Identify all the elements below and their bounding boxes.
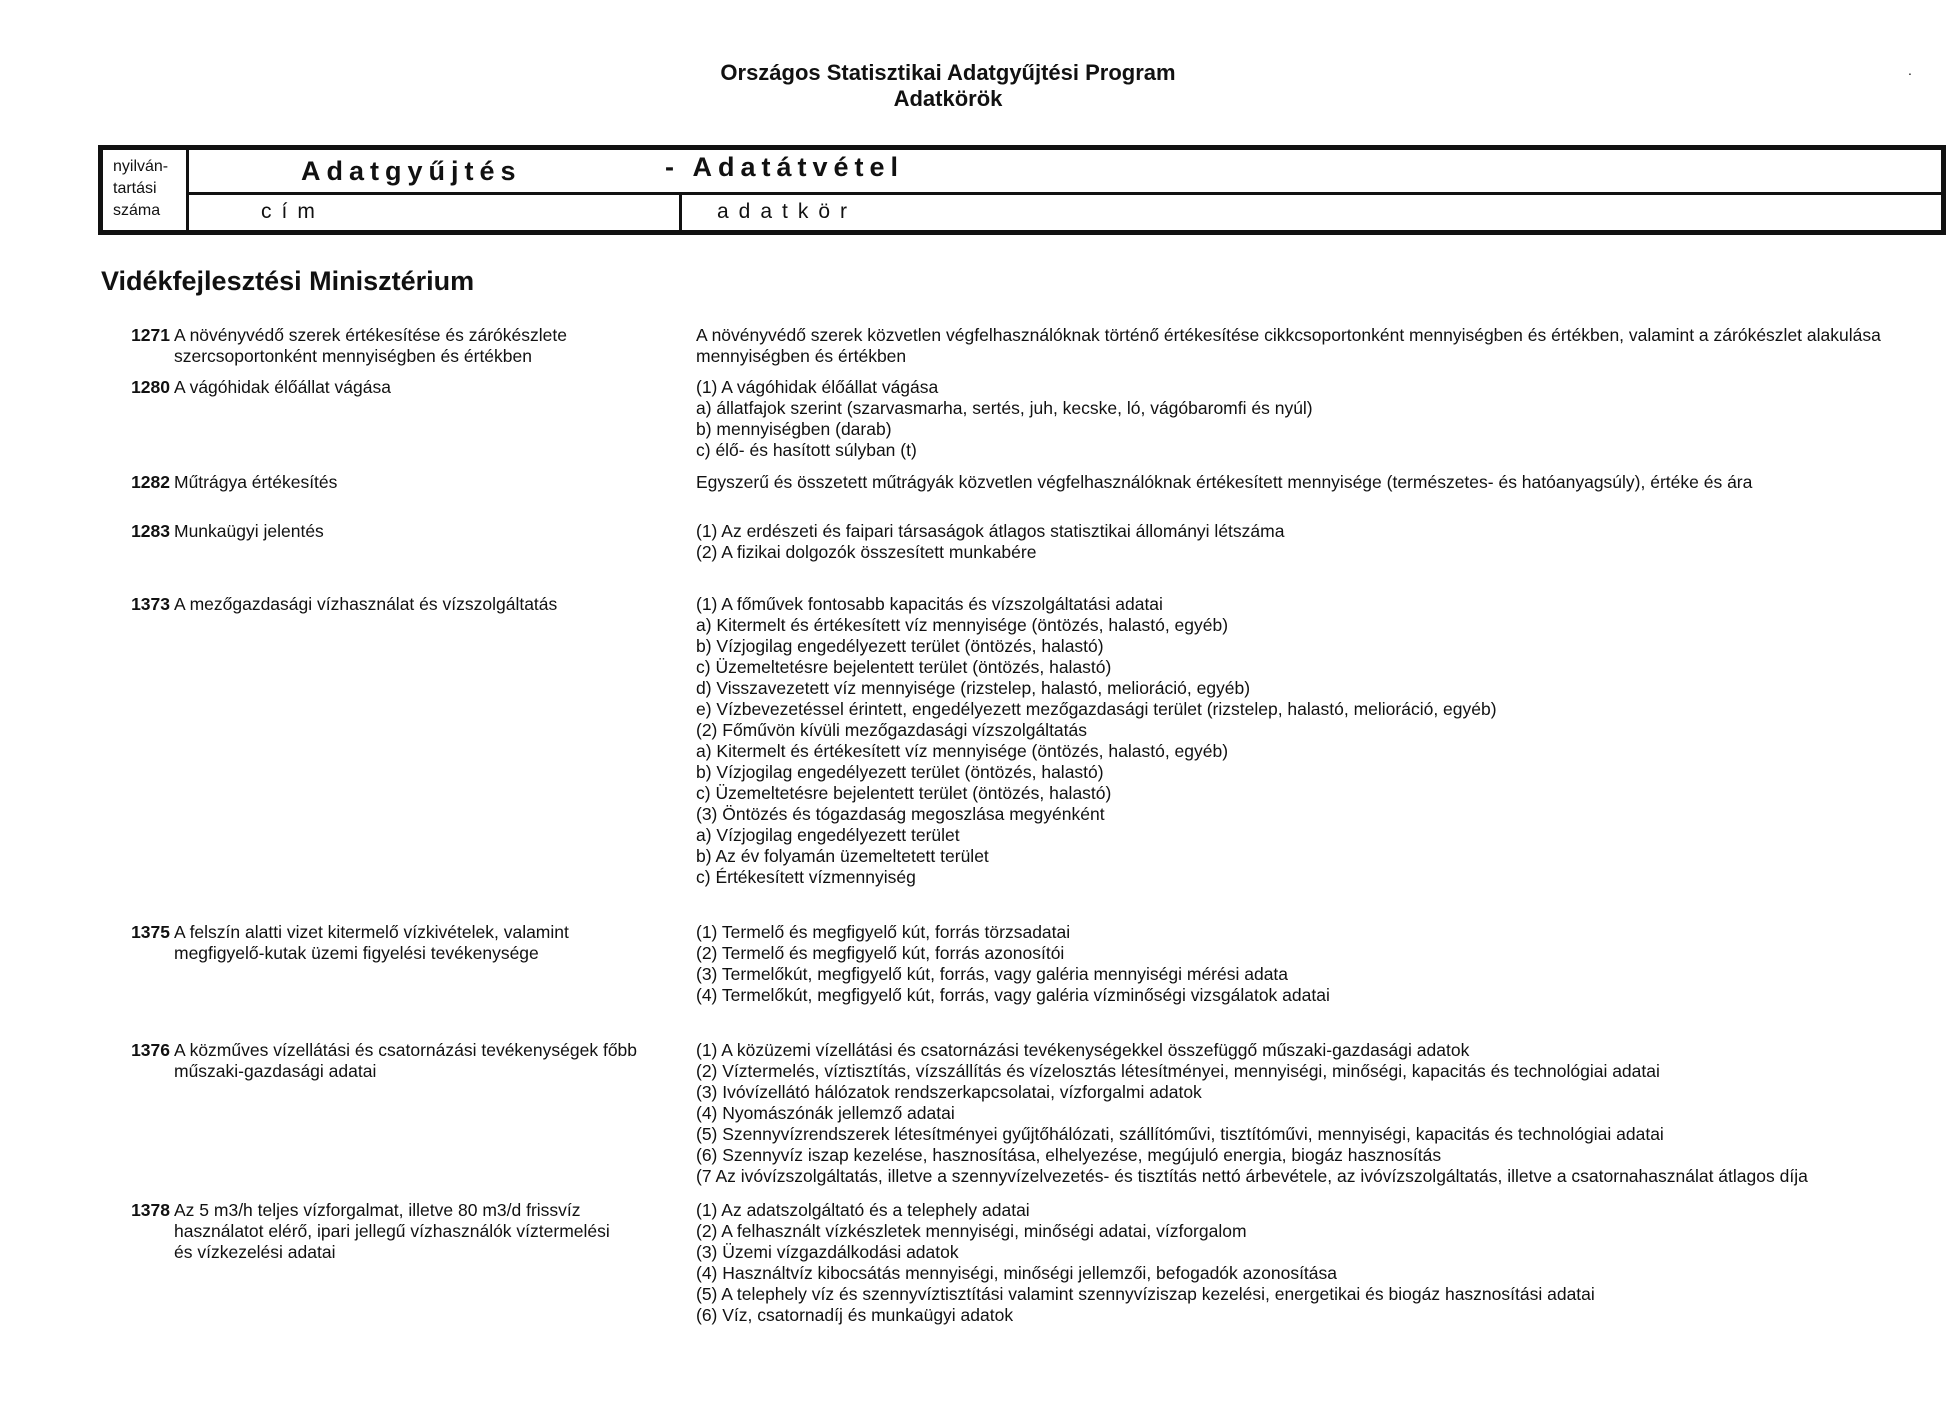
entry-data-scope: [696, 377, 1896, 461]
entry-number: 1271: [131, 325, 170, 345]
entry-title: Műtrágya értékesítés: [174, 472, 338, 492]
entry-scope-line: (1) Termelő és megfigyelő kút, forrás törzsadatai: [696, 922, 1071, 942]
entry-scope-line: (1) A főművek fontosabb kapacitás és vízszolgáltatási adatai: [696, 594, 1163, 614]
entry-title: A vágóhidak élőállat vágása: [174, 377, 391, 397]
entry-scope-line: (1) Az adatszolgáltató és a telephely adatai: [696, 1200, 1030, 1220]
entry-number: 1378: [131, 1200, 170, 1220]
entry-number: 1375: [131, 922, 170, 942]
entry-title: Munkaügyi jelentés: [174, 521, 324, 541]
entry-scope-line: (2) Termelő és megfigyelő kút, forrás azonosítói: [696, 943, 1065, 963]
entry-scope-line: (5) Szennyvízrendszerek létesítményei gyűjtőhálózati, szállítóművi, tisztítóművi, mennyiségi, kapacitás és technológiai adatai: [696, 1124, 1664, 1144]
entry-data-scope: [696, 594, 1896, 888]
header-adatgyujtes: Adatgyűjtés: [301, 156, 522, 186]
entry-scope-line: (2) Víztermelés, víztisztítás, vízszállítás és vízelosztás létesítményei, mennyiségi, minőségi, kapacitás és technológiai adatai: [696, 1061, 1660, 1081]
entry-scope-line: (7 Az ivóvízszolgáltatás, illetve a szennyvízelvezetés- és tisztítás nettó árbevétele, az ivóvízszolgáltatás, illetve a csatornahasználat átlagos díja: [696, 1166, 1808, 1186]
title-line-1: Országos Statisztikai Adatgyűjtési Program: [720, 60, 1176, 85]
header-cim: cím: [261, 200, 325, 223]
entry-scope-line: (2) A felhasznált vízkészletek mennyiségi, minőségi adatai, vízforgalom: [696, 1221, 1247, 1241]
entry-number: 1282: [131, 472, 170, 492]
entry-scope-line: a) Kitermelt és értékesített víz mennyisége (öntözés, halastó, egyéb): [696, 741, 1229, 761]
entry-scope-line: c) Üzemeltetésre bejelentett terület (öntözés, halastó): [696, 783, 1112, 803]
header-horizontal-divider: [189, 192, 1941, 195]
entry-scope-line: (3) Ivóvízellátó hálózatok rendszerkapcsolatai, vízforgalmi adatok: [696, 1082, 1202, 1102]
entry-title: A közműves vízellátási és csatornázási tevékenységek főbb műszaki-gazdasági adatai: [174, 1040, 638, 1081]
entry-scope-line: a) állatfajok szerint (szarvasmarha, sertés, juh, kecske, ló, vágóbaromfi és nyúl): [696, 398, 1313, 418]
entry-scope-line: (5) A telephely víz és szennyvíztisztítási valamint szennyvíziszap kezelési, energetikai és biogáz hasznosítási adatai: [696, 1284, 1595, 1304]
entry-scope-line: (2) Főművön kívüli mezőgazdasági vízszolgáltatás: [696, 720, 1088, 740]
entry-scope-line: (3) Öntözés és tógazdaság megoszlása megyénként: [696, 804, 1105, 824]
registry-number-text: nyilván- tartási száma: [113, 158, 169, 219]
header-adatkor: adatkör: [717, 200, 858, 223]
title-line-2: Adatkörök: [893, 86, 1003, 111]
entry-scope-line: (1) A vágóhidak élőállat vágása: [696, 377, 939, 397]
entry-number: 1373: [131, 594, 170, 614]
header-adatatvetel: - Adatátvétel: [665, 152, 905, 182]
entry-scope-line: A növényvédő szerek közvetlen végfelhasználóknak történő értékesítése cikkcsoportonként mennyiségben és értékben, valamint a zárókészlet alakulása mennyiségben és értékben: [696, 325, 1881, 366]
entry-scope-line: (4) Termelőkút, megfigyelő kút, forrás, vagy galéria vízminőségi vizsgálatok adatai: [696, 985, 1330, 1005]
entry-scope-line: (1) Az erdészeti és faipari társaságok átlagos statisztikai állományi létszáma: [696, 521, 1285, 541]
entry-number: 1283: [131, 521, 170, 541]
entry-scope-line: d) Visszavezetett víz mennyisége (rizstelep, halastó, melioráció, egyéb): [696, 678, 1251, 698]
entry-scope-line: (3) Üzemi vízgazdálkodási adatok: [696, 1242, 959, 1262]
entry-scope-line: (4) Használtvíz kibocsátás mennyiségi, minőségi jellemzői, befogadók azonosítása: [696, 1263, 1338, 1283]
entry-title: Az 5 m3/h teljes vízforgalmat, illetve 80 m3/d frissvíz használatot elérő, ipari jellegű vízhasználók víztermelési és vízkezelési adatai: [174, 1200, 610, 1262]
entry-scope-line: a) Vízjogilag engedélyezett terület: [696, 825, 960, 845]
entry-title: A felszín alatti vizet kitermelő vízkivételek, valamint megfigyelő-kutak üzemi figyelési tevékenysége: [174, 922, 569, 963]
entry-scope-line: b) Vízjogilag engedélyezett terület (öntözés, halastó): [696, 636, 1104, 656]
entry-title: A növényvédő szerek értékesítése és zárókészlete szercsoportonként mennyiségben és értékben: [174, 325, 567, 366]
entry-data-scope: [696, 1200, 1896, 1326]
entry-scope-line: (4) Nyomászónák jellemző adatai: [696, 1103, 955, 1123]
page-title: [0, 60, 1896, 112]
entry-scope-line: (3) Termelőkút, megfigyelő kút, forrás, vagy galéria mennyiségi mérési adata: [696, 964, 1289, 984]
entry-data-scope: [696, 325, 1896, 367]
entry-scope-line: Egyszerű és összetett műtrágyák közvetlen végfelhasználóknak értékesített mennyisége (természetes- és hatóanyagsúly), értéke és ára: [696, 472, 1753, 492]
entry-data-scope: [696, 521, 1896, 563]
entry-scope-line: (6) Víz, csatornadíj és munkaügyi adatok: [696, 1305, 1014, 1325]
entry-scope-line: b) Vízjogilag engedélyezett terület (öntözés, halastó): [696, 762, 1104, 782]
entry-scope-line: (2) A fizikai dolgozók összesített munkabére: [696, 542, 1037, 562]
entry-scope-line: c) Üzemeltetésre bejelentett terület (öntözés, halastó): [696, 657, 1112, 677]
entry-data-scope: [696, 472, 1896, 493]
header-vertical-divider: [679, 195, 682, 230]
corner-mark: .: [1908, 62, 1912, 78]
entry-scope-line: c) élő- és hasított súlyban (t): [696, 440, 917, 460]
ministry-heading: Vidékfejlesztési Minisztérium: [101, 266, 475, 296]
registry-number-label: [103, 150, 189, 230]
entry-number: 1280: [131, 377, 170, 397]
entry-scope-line: (1) A közüzemi vízellátási és csatornázási tevékenységekkel összefüggő műszaki-gazdasági adatok: [696, 1040, 1470, 1060]
entry-number: 1376: [131, 1040, 170, 1060]
entry-scope-line: b) Az év folyamán üzemeltetett terület: [696, 846, 989, 866]
entry-scope-line: a) Kitermelt és értékesített víz mennyisége (öntözés, halastó, egyéb): [696, 615, 1229, 635]
entry-data-scope: [696, 1040, 1896, 1187]
entry-data-scope: [696, 922, 1896, 1006]
entry-scope-line: b) mennyiségben (darab): [696, 419, 892, 439]
entry-title: A mezőgazdasági vízhasználat és vízszolgáltatás: [174, 594, 558, 614]
entry-scope-line: e) Vízbevezetéssel érintett, engedélyezett mezőgazdasági terület (rizstelep, halastó, melioráció, egyéb): [696, 699, 1497, 719]
column-header-table: [98, 145, 1946, 235]
entry-scope-line: (6) Szennyvíz iszap kezelése, hasznosítása, elhelyezése, megújuló energia, biogáz hasznosítás: [696, 1145, 1442, 1165]
entry-scope-line: c) Értékesített vízmennyiség: [696, 867, 916, 887]
